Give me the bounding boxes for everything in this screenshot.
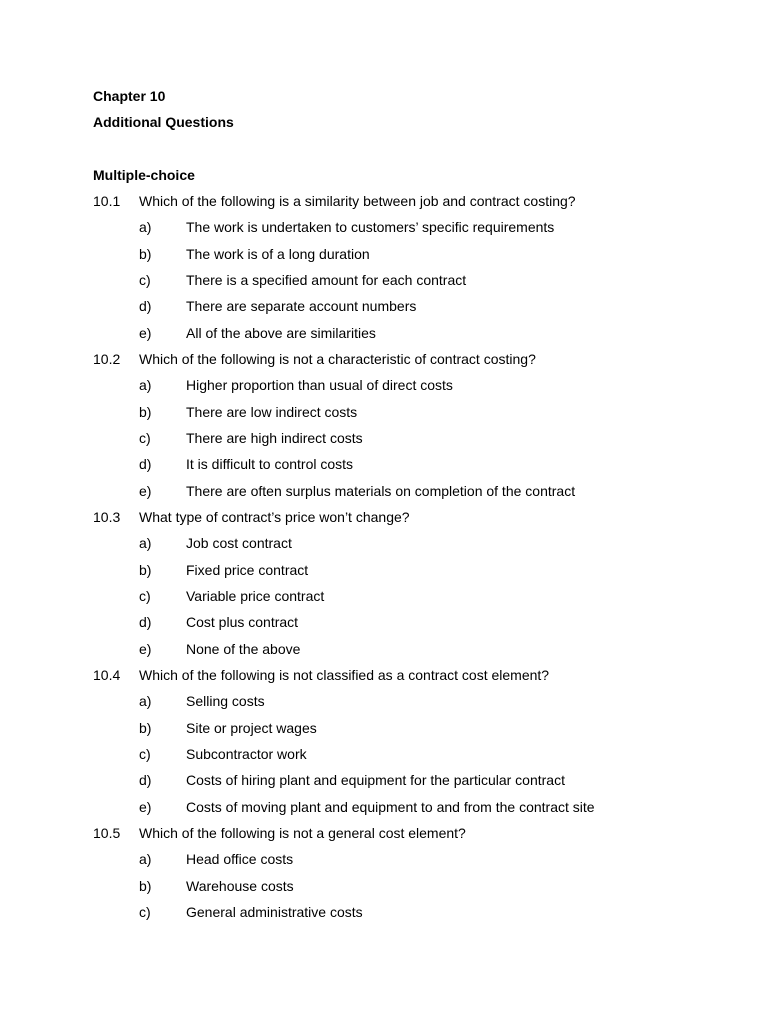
option-label: c) — [139, 746, 151, 762]
option-text: There are often surplus materials on completion of the contract — [186, 483, 576, 499]
option-text: None of the above — [186, 641, 301, 657]
option-text: There are separate account numbers — [186, 298, 417, 314]
option-label: b) — [139, 878, 152, 894]
option-label: e) — [139, 799, 152, 815]
option-label: c) — [139, 904, 151, 920]
option-label: d) — [139, 772, 152, 788]
option-text: There are low indirect costs — [186, 404, 358, 420]
option-label: d) — [139, 614, 152, 630]
option-text: Selling costs — [186, 693, 265, 709]
option-label: d) — [139, 456, 152, 472]
option-label: e) — [139, 483, 152, 499]
option-text: The work is of a long duration — [186, 246, 370, 262]
option-label: b) — [139, 404, 152, 420]
option-label: a) — [139, 693, 152, 709]
option-label: a) — [139, 851, 152, 867]
question-text: Which of the following is not a characteristic of contract costing? — [139, 351, 536, 367]
option-text: Costs of hiring plant and equipment for the particular contract — [186, 772, 565, 788]
option-label: c) — [139, 272, 151, 288]
question-number: 10.2 — [93, 351, 121, 367]
question-number: 10.3 — [93, 509, 121, 525]
option-text: General administrative costs — [186, 904, 363, 920]
question-number: 10.4 — [93, 667, 121, 683]
option-text: The work is undertaken to customers’ specific requirements — [186, 219, 555, 235]
option-label: b) — [139, 720, 152, 736]
option-label: a) — [139, 535, 152, 551]
option-text: Cost plus contract — [186, 614, 299, 630]
option-text: All of the above are similarities — [186, 325, 376, 341]
question-text: Which of the following is not classified as a contract cost element? — [139, 667, 550, 683]
option-label: d) — [139, 298, 152, 314]
option-text: There is a specified amount for each contract — [186, 272, 467, 288]
document-subtitle: Additional Questions — [93, 114, 234, 130]
question-number: 10.5 — [93, 825, 121, 841]
question-text: Which of the following is not a general cost element? — [139, 825, 466, 841]
chapter-title: Chapter 10 — [93, 88, 166, 104]
option-text: Site or project wages — [186, 720, 317, 736]
option-label: c) — [139, 588, 151, 604]
option-label: e) — [139, 325, 152, 341]
question-number: 10.1 — [93, 193, 121, 209]
option-text: There are high indirect costs — [186, 430, 363, 446]
option-label: a) — [139, 377, 152, 393]
question-text: Which of the following is a similarity between job and contract costing? — [139, 193, 576, 209]
option-text: Job cost contract — [186, 535, 292, 551]
option-label: a) — [139, 219, 152, 235]
option-text: Fixed price contract — [186, 562, 309, 578]
section-heading: Multiple-choice — [93, 167, 195, 183]
option-label: c) — [139, 430, 151, 446]
option-text: Costs of moving plant and equipment to and from the contract site — [186, 799, 595, 815]
option-text: Higher proportion than usual of direct costs — [186, 377, 453, 393]
option-label: b) — [139, 562, 152, 578]
option-label: e) — [139, 641, 152, 657]
option-text: It is difficult to control costs — [186, 456, 354, 472]
option-text: Variable price contract — [186, 588, 325, 604]
option-label: b) — [139, 246, 152, 262]
option-text: Warehouse costs — [186, 878, 294, 894]
option-text: Head office costs — [186, 851, 294, 867]
option-text: Subcontractor work — [186, 746, 307, 762]
question-text: What type of contract’s price won’t change? — [139, 509, 410, 525]
